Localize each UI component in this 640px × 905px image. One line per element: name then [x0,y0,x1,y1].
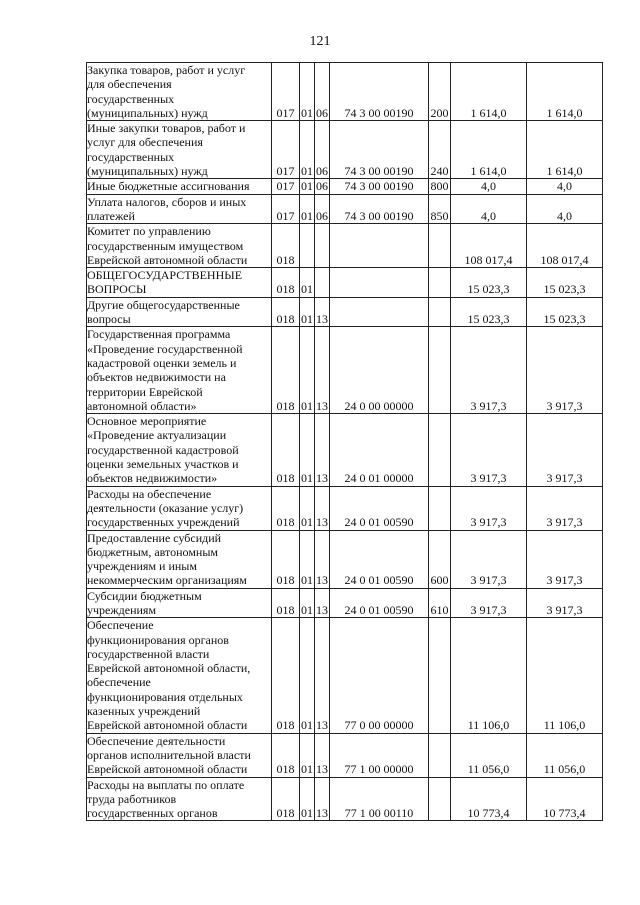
expense-name [87,121,272,179]
subsection-code: 13 [315,777,330,821]
amount-year-2: 4,0 [527,179,603,194]
subsection-code: 06 [315,63,330,121]
department-code: 018 [272,268,300,298]
table-row [87,179,603,194]
amount-year-2: 11 056,0 [527,733,603,777]
subsection-code: 06 [316,179,328,194]
department-code: 018 [272,588,300,618]
expense-type-code: 240 [429,121,451,179]
amount-year-1: 15 023,3 [451,268,527,298]
expense-name-line: Предоставление субсидий [87,530,222,545]
section-code [300,224,315,268]
target-article-code: 77 1 00 00000 [330,733,429,777]
amount-year-1: 11 106,0 [451,618,527,733]
department-code: 018 [272,618,300,733]
subsection-code [315,268,330,298]
expense-type-code: 200 [429,63,451,121]
department-code: 018 [272,327,300,414]
amount-year-1: 10 773,4 [451,777,527,821]
expense-name-line: «Проведение актуализации [87,428,227,443]
table-row [87,268,603,298]
amount-year-2: 10 773,4 [527,777,603,821]
budget-table-body [87,63,603,821]
target-article-code [330,224,429,268]
section-code: 01 [300,194,315,224]
expense-type-code [429,777,451,821]
expense-type-code: 800 [430,179,449,194]
department-code: 018 [272,297,300,327]
expense-type-code: 850 [429,194,451,224]
expense-name [87,194,272,224]
table-row [87,414,603,486]
expense-name-line: казенных учреждений [87,704,201,719]
subsection-code: 13 [315,733,330,777]
expense-name [87,327,272,414]
table-row [87,121,603,179]
amount-year-1: 3 917,3 [451,588,527,618]
amount-year-1: 3 917,3 [451,414,527,486]
section-code: 01 [300,777,315,821]
expense-name-line: деятельности (оказание услуг) [87,500,244,515]
subsection-code: 06 [315,194,330,224]
expense-name-line: услуг для обеспечения [87,135,203,150]
expense-type-code [429,414,451,486]
target-article-code: 24 0 01 00590 [330,486,429,530]
expense-name [87,618,272,733]
expense-name-line: функционирования отдельных [87,689,243,704]
expense-name-line: Другие общегосударственные [87,297,240,312]
amount-year-1: 1 614,0 [451,63,527,121]
section-code: 01 [300,327,315,414]
expense-name [87,268,272,298]
expense-name [87,588,272,618]
expense-name-line: Расходы на обеспечение [87,486,212,501]
amount-year-2: 3 917,3 [527,327,603,414]
target-article-code: 74 3 00 00190 [330,179,429,194]
amount-year-2: 108 017,4 [527,224,603,268]
expense-name-line: учреждениям и иным [87,559,197,574]
expense-name-line: государственных учреждений [87,515,240,530]
amount-year-1: 3 917,3 [451,486,527,530]
table-row [87,733,603,777]
budget-table [86,62,603,821]
expense-name-line: Основное мероприятие [87,414,207,429]
table-row [87,777,603,821]
subsection-code: 13 [315,618,330,733]
expense-name-line: Обеспечение деятельности [87,733,226,748]
table-row [87,588,603,618]
expense-name-line: платежей [87,208,135,223]
subsection-code: 13 [315,588,330,618]
expense-name-line: бюджетным, автономным [87,544,218,559]
department-code: 018 [272,733,300,777]
amount-year-2: 1 614,0 [527,121,603,179]
section-code: 01 [300,63,315,121]
expense-name-line: Уплата налогов, сборов и иных [87,194,247,209]
target-article-code: 74 3 00 00190 [330,194,429,224]
section-code: 01 [300,268,315,298]
expense-type-code: 600 [429,530,451,588]
expense-name [87,297,272,327]
expense-type-code [429,224,451,268]
target-article-code [330,268,429,298]
amount-year-2: 15 023,3 [527,268,603,298]
table-row [87,194,603,224]
expense-name-line: ОБЩЕГОСУДАРСТВЕННЫЕ [87,268,243,283]
expense-type-code [429,268,451,298]
expense-name-line: Расходы на выплаты по оплате [87,777,245,792]
department-code: 017 [272,121,300,179]
expense-type-code [429,486,451,530]
amount-year-1: 15 023,3 [451,297,527,327]
expense-name-line: автономной области» [87,398,197,413]
expense-name-line: территории Еврейской [87,384,203,399]
expense-name-line: (муниципальных) нужд [87,105,208,120]
department-code: 018 [272,224,300,268]
department-code: 018 [272,530,300,588]
amount-year-1: 1 614,0 [451,121,527,179]
amount-year-2: 15 023,3 [527,297,603,327]
target-article-code: 74 3 00 00190 [330,63,429,121]
expense-name-line: Субсидии бюджетным [87,588,202,603]
expense-name-line: органов исполнительной власти [87,747,251,762]
expense-name-line: некоммерческим организациям [87,573,247,588]
expense-name [87,179,272,194]
expense-name-line: кадастровой оценки земель и [87,355,237,370]
department-code: 017 [272,63,300,121]
amount-year-2: 3 917,3 [527,530,603,588]
target-article-code: 74 3 00 00190 [330,121,429,179]
amount-year-2: 1 614,0 [527,63,603,121]
expense-name [87,414,272,486]
expense-name [87,486,272,530]
expense-name-line: оценки земельных участков и [87,457,239,472]
target-article-code: 77 1 00 00110 [330,777,429,821]
expense-name-line: Государственная программа [87,327,231,342]
expense-name-line: государственной власти [87,646,210,661]
expense-type-code [429,327,451,414]
subsection-code: 06 [315,121,330,179]
expense-name-line: учреждениям [87,602,157,617]
department-code: 018 [272,777,300,821]
expense-name-line: государственным имуществом [87,238,244,253]
amount-year-1: 3 917,3 [451,530,527,588]
table-row [87,297,603,327]
expense-name [87,224,272,268]
amount-year-2: 3 917,3 [527,588,603,618]
expense-name-line: для обеспечения [87,77,172,92]
target-article-code: 77 0 00 00000 [330,618,429,733]
expense-name [87,777,272,821]
expense-name-line: государственных [87,91,175,106]
expense-name-line: Еврейской автономной области [87,762,248,777]
table-row [87,224,603,268]
expense-type-code [429,297,451,327]
amount-year-1: 108 017,4 [451,224,527,268]
expense-name-line: функционирования органов [87,632,229,647]
table-row [87,618,603,733]
expense-name-line: ВОПРОСЫ [87,282,147,297]
table-row [87,63,603,121]
expense-type-code: 610 [429,588,451,618]
amount-year-1: 3 917,3 [451,327,527,414]
amount-year-2: 4,0 [527,194,603,224]
expense-name-line: обеспечение [87,675,151,690]
expense-name-line: вопросы [87,312,131,327]
section-code: 01 [300,121,315,179]
expense-name [87,63,272,121]
subsection-code: 13 [315,297,330,327]
amount-year-2: 3 917,3 [527,486,603,530]
section-code: 01 [300,486,315,530]
expense-name-line: труда работников [87,791,177,806]
subsection-code: 13 [315,486,330,530]
section-code: 01 [300,733,315,777]
expense-name-line: объектов недвижимости на [87,370,226,385]
department-code: 018 [272,414,300,486]
expense-name-line: Еврейской автономной области [87,252,248,267]
target-article-code: 24 0 01 00000 [330,414,429,486]
section-code: 01 [300,297,315,327]
amount-year-1: 4,0 [451,194,527,224]
section-code: 01 [300,530,315,588]
target-article-code: 24 0 00 00000 [330,327,429,414]
expense-name-line: Иные бюджетные ассигнования [87,179,250,194]
section-code: 01 [300,414,315,486]
department-code: 018 [272,486,300,530]
amount-year-2: 3 917,3 [527,414,603,486]
section-code: 01 [300,618,315,733]
department-code: 017 [272,194,300,224]
expense-name-line: (муниципальных) нужд [87,164,208,179]
expense-name-line: «Проведение государственной [87,341,243,356]
table-row [87,327,603,414]
expense-name-line: Обеспечение [87,618,154,633]
target-article-code: 24 0 01 00590 [330,588,429,618]
amount-year-2: 11 106,0 [527,618,603,733]
section-code: 01 [300,588,315,618]
expense-name-line: государственных [87,149,175,164]
subsection-code: 13 [315,530,330,588]
expense-name-line: объектов недвижимости» [87,471,218,486]
expense-name-line: Еврейской автономной области [87,718,248,733]
target-article-code [330,297,429,327]
expense-name-line: государственной кадастровой [87,442,239,457]
subsection-code [315,224,330,268]
subsection-code: 13 [315,327,330,414]
expense-name [87,733,272,777]
expense-name [87,530,272,588]
subsection-code: 13 [315,414,330,486]
expense-name-line: Закупка товаров, работ и услуг [87,63,246,77]
table-row [87,486,603,530]
amount-year-1: 11 056,0 [451,733,527,777]
expense-name-line: Еврейской автономной области, [87,661,251,676]
expense-type-code [429,733,451,777]
department-code: 017 [272,179,300,194]
table-row [87,530,603,588]
target-article-code: 24 0 01 00590 [330,530,429,588]
expense-name-line: Иные закупки товаров, работ и [87,121,246,136]
section-code: 01 [301,179,313,194]
expense-type-code [429,618,451,733]
page-number: 121 [309,34,331,49]
expense-name-line: государственных органов [87,806,218,821]
expense-name-line: Комитет по управлению [87,224,211,239]
amount-year-1: 4,0 [451,179,527,194]
